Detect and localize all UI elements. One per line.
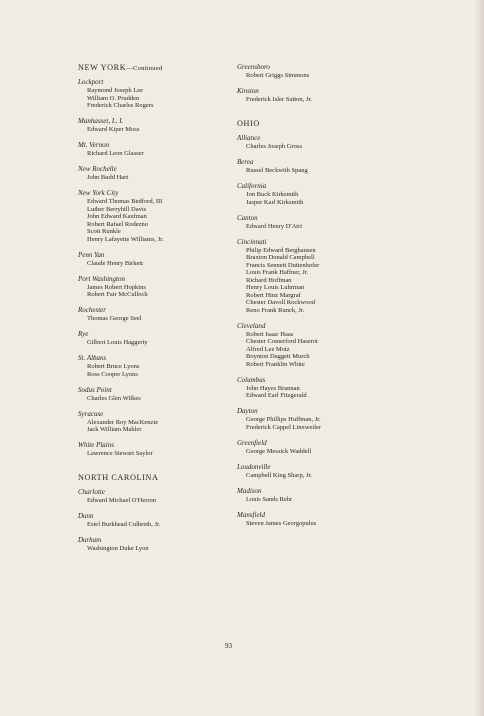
- person-name: John Budd Hart: [87, 174, 129, 181]
- person-name: James Robert Hopkins: [87, 283, 146, 291]
- city-name: Greensboro: [237, 63, 270, 71]
- person-name: Frederick Charles Rogers: [87, 102, 154, 109]
- city-entry: [78, 141, 238, 158]
- state-section: [78, 465, 238, 553]
- person-name: Chester Davoll Rockwood: [246, 299, 315, 306]
- city-name: Rochester: [78, 306, 106, 314]
- city-entry: [78, 189, 238, 243]
- person-name: Robert Fair McCulloch: [87, 291, 148, 298]
- city-entry: [78, 386, 238, 403]
- state-heading: [237, 119, 397, 128]
- city-entry: [78, 78, 238, 110]
- person-name: Charles Glen Wilkes: [87, 394, 141, 402]
- state-name: NEW YORK: [78, 63, 127, 72]
- person-name: Robert Griggs Simmons: [246, 72, 310, 79]
- city-name: Dayton: [237, 407, 258, 415]
- person-name: Claude Henry Birkett: [87, 259, 143, 267]
- person-name: Gilbert Louis Haggerty: [87, 339, 148, 346]
- city-name: Port Washington: [78, 274, 125, 283]
- person-name: Reno Frank Runck, Jr.: [246, 306, 305, 314]
- person-name: Richard Leon Glasser: [87, 150, 144, 157]
- person-name: Alexander Roy MacKenzie: [87, 418, 159, 426]
- city-name: Canton: [237, 213, 258, 222]
- city-entry: [237, 322, 397, 369]
- city-name: Cleveland: [237, 321, 266, 330]
- person-name: Henry Louis Luhrman: [246, 284, 305, 291]
- person-name: Robert Franklin White: [246, 360, 305, 368]
- city-entry: [78, 306, 238, 323]
- person-name: Charles Joseph Gross: [246, 143, 302, 150]
- city-entry: [78, 275, 238, 299]
- city-name: Berea: [237, 158, 254, 166]
- city-entry: [78, 410, 238, 434]
- person-name: Edward Earl Fitzgerald: [246, 392, 307, 399]
- person-name: Richard Hoffman: [246, 276, 292, 284]
- state-heading: [78, 473, 238, 482]
- city-name: Greenfield: [237, 438, 267, 447]
- person-name: John Hayes Brannan: [246, 384, 300, 392]
- city-name: Loudonville: [237, 462, 271, 471]
- left-column: [78, 63, 238, 560]
- city-entry: [78, 488, 238, 505]
- city-name: Rye: [78, 330, 89, 338]
- city-entry: [78, 536, 238, 553]
- city-entry: [78, 512, 238, 529]
- person-name: William O. Prudden: [87, 94, 140, 102]
- person-name: Raymond Joseph Lee: [87, 87, 143, 94]
- person-name: Steven James Georgopulus: [246, 519, 317, 527]
- state-name: OHIO: [237, 119, 260, 128]
- city-entry: [237, 87, 397, 104]
- person-name: Ross Cooper Lyons: [87, 370, 138, 378]
- person-name: Boynton Daggett Murch: [246, 353, 310, 360]
- city-name: Manhasset, L. I.: [78, 117, 124, 125]
- city-entry: [237, 238, 397, 315]
- person-name: George Messick Waddell: [246, 447, 312, 455]
- city-name: Lockport: [78, 78, 104, 86]
- person-name: Edward Henry D'Atri: [246, 222, 303, 230]
- city-name: New Rochelle: [78, 165, 117, 173]
- city-entry: [237, 134, 397, 151]
- city-name: Mt. Vernon: [78, 141, 110, 149]
- city-entry: [237, 214, 397, 231]
- person-name: Campbell King Sharp, Jr.: [246, 471, 312, 479]
- city-name: Penn Yan: [78, 250, 105, 259]
- person-name: Jasper Karl Kirksmith: [246, 198, 304, 206]
- city-name: Mansfield: [237, 510, 265, 519]
- person-name: George Phillips Huffman, Jr.: [246, 416, 321, 423]
- city-name: White Plains: [78, 441, 114, 449]
- person-name: Philip Edward Berghausen: [246, 246, 316, 254]
- city-entry: [237, 463, 397, 480]
- right-column: [237, 63, 397, 535]
- section-spacer: [78, 465, 238, 473]
- city-entry: [78, 330, 238, 347]
- state-heading: [78, 63, 238, 72]
- person-name: Robert Hinz Margraf: [246, 291, 301, 299]
- person-name: John Edward Kaufman: [87, 213, 147, 220]
- city-entry: [78, 251, 238, 268]
- city-entry: [237, 511, 397, 528]
- person-name: Henry Lafayette Williams, Jr.: [87, 235, 164, 243]
- city-name: Columbus: [237, 375, 266, 384]
- person-name: Braxton Donald Campbell: [246, 254, 315, 261]
- city-name: Cincinnati: [237, 237, 267, 246]
- city-entry: [78, 354, 238, 378]
- person-name: Chester Comerford Haserot: [246, 338, 318, 345]
- city-name: Syracuse: [78, 409, 104, 418]
- person-name: Edward Thomas Bedford, III: [87, 198, 163, 205]
- person-name: Thomas George Seel: [87, 315, 142, 322]
- city-entry: [78, 165, 238, 182]
- person-name: Francis Sennett Duttenhofer: [246, 261, 320, 269]
- person-name: Robert Isaac Haas: [246, 330, 294, 338]
- page-edge-shadow: [474, 0, 484, 716]
- person-name: Jon Buck Kirksmith: [246, 191, 299, 198]
- person-name: Louis Sands Rehr: [246, 495, 293, 503]
- person-name: Scott Runkle: [87, 228, 121, 235]
- person-name: Louis Frank Haffner, Jr.: [246, 269, 309, 276]
- person-name: Frederick Isler Sutton, Jr.: [246, 96, 312, 103]
- city-name: Durham: [78, 536, 102, 544]
- state-section: [237, 111, 397, 527]
- person-name: Alfred Lee Motz: [246, 345, 290, 353]
- city-name: Kinston: [237, 87, 259, 95]
- person-name: Estel Burkhead Culbreth, Jr.: [87, 521, 161, 528]
- section-spacer: [237, 111, 397, 119]
- city-name: California: [237, 182, 267, 190]
- city-name: Alliance: [237, 134, 261, 142]
- person-name: Frederick Cappel Linxweiler: [246, 423, 322, 431]
- city-name: New York City: [78, 189, 119, 197]
- person-name: Russel Beckwith Spang: [246, 167, 308, 174]
- person-name: Robert Rafael Rodezno: [87, 220, 149, 228]
- person-name: Edward Kiper Moss: [87, 126, 140, 133]
- city-entry: [237, 182, 397, 206]
- city-entry: [237, 158, 397, 175]
- city-name: Madison: [237, 486, 262, 495]
- city-entry: [237, 376, 397, 400]
- city-name: Dunn: [78, 512, 94, 520]
- person-name: Luther Berryhill Davis: [87, 205, 147, 213]
- city-entry: [237, 407, 397, 431]
- person-name: Lawrence Stewart Saylor: [87, 450, 153, 457]
- state-name: NORTH CAROLINA: [78, 473, 159, 482]
- state-continued-label: —Continued: [126, 65, 163, 72]
- state-section: [78, 63, 238, 458]
- city-name: Charlotte: [78, 488, 105, 496]
- person-name: Jack William Mahler: [87, 426, 142, 433]
- person-name: Washington Duke Lyon: [87, 545, 149, 552]
- person-name: Robert Bruce Lyons: [87, 363, 140, 370]
- page-number: 93: [225, 642, 232, 650]
- city-name: Sodus Point: [78, 385, 112, 394]
- state-section: [237, 63, 397, 104]
- person-name: Edward Michael O'Herron: [87, 497, 157, 504]
- city-name: St. Albans: [78, 354, 107, 362]
- city-entry: [237, 487, 397, 504]
- city-entry: [78, 441, 238, 458]
- city-entry: [237, 439, 397, 456]
- city-entry: [237, 63, 397, 80]
- city-entry: [78, 117, 238, 134]
